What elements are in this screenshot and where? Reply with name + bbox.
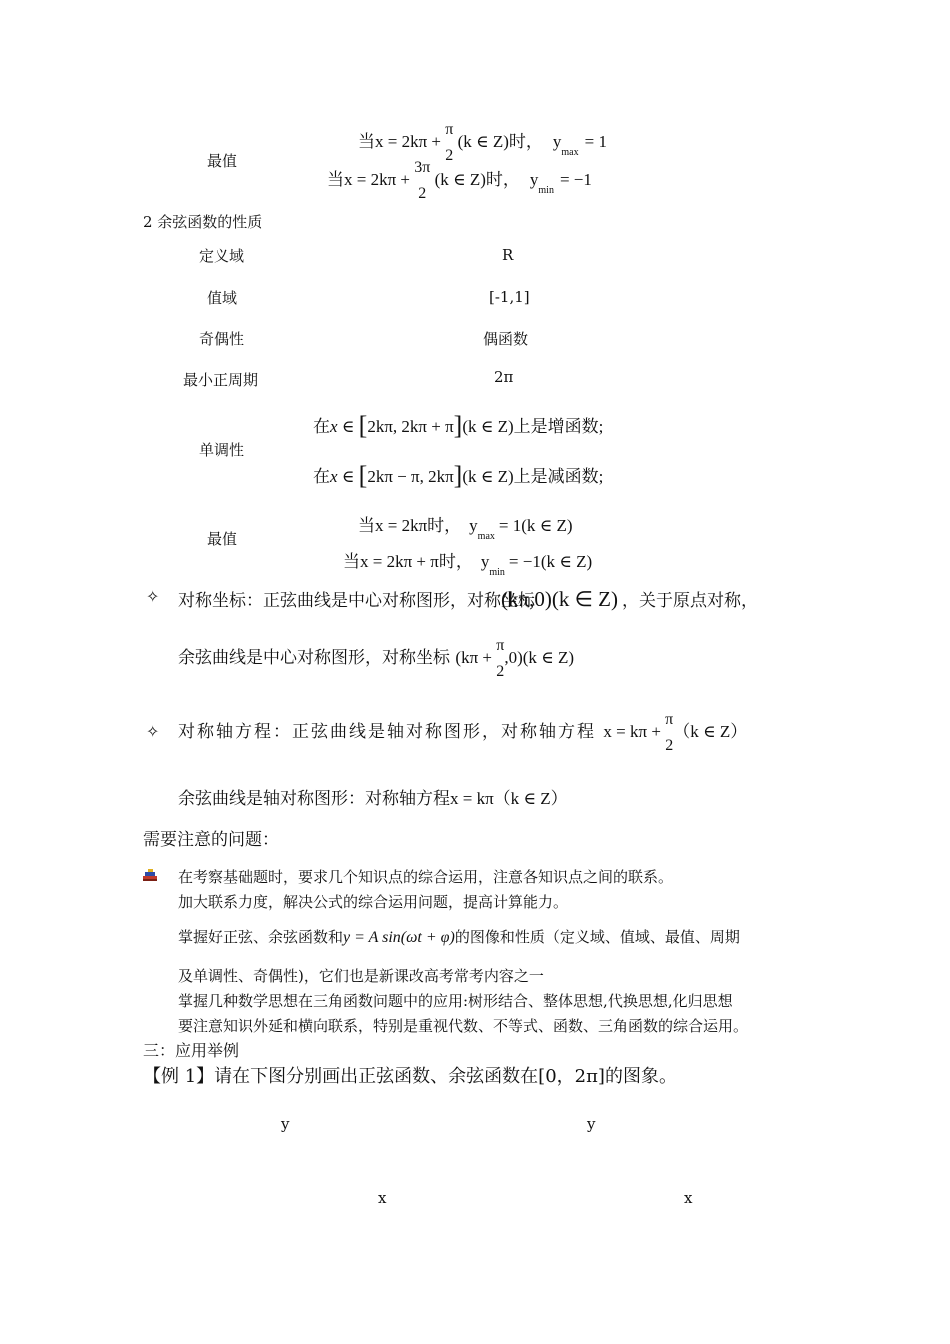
- note-item-4: 及单调性、奇偶性)，它们也是新课改高考常考内容之一: [178, 967, 544, 985]
- cosine-max-formula: 当x = 2kπ时， $y_{max}= 1(k$ ∈ Z): [358, 516, 573, 542]
- symmetry-center-bullet: ✧: [146, 587, 160, 606]
- note-item-2: 加大联系力度，解决公式的综合运用问题，提高计算能力。: [178, 893, 569, 911]
- note-item-5: 掌握几种数学思想在三角函数问题中的应用:树形结合、整体思想,代换思想,化归思想: [178, 992, 733, 1010]
- book-stack-icon: [143, 869, 157, 881]
- graph1-x-label: x: [378, 1189, 387, 1207]
- cosine-min-formula: 当x = 2kπ + π时， $y_{min}= -1(k$ ∈ Z): [343, 552, 593, 578]
- example-1-text: 【例 1】请在下图分别画出正弦函数、余弦函数在[0，2π]的图象。: [143, 1066, 677, 1087]
- symmetry-axis-line2: 余弦曲线是轴对称图形：对称轴方程x = kπ（k ∈ Z）: [178, 789, 568, 809]
- note-item-6: 要注意知识外延和横向联系，特别是重视代数、不等式、函数、三角函数的综合运用。: [178, 1017, 749, 1035]
- notes-heading: 需要注意的问题：: [143, 830, 279, 850]
- note-item-3: 掌握好正弦、余弦函数和y = A sin(ωt + φ)的图像和性质（定义域、值域、最值、周期: [178, 928, 740, 946]
- monotonic-label: 单调性: [199, 441, 245, 459]
- range-label: 值域: [207, 289, 238, 307]
- cosine-heading: 2 余弦函数的性质: [143, 213, 263, 231]
- symmetry-center-line1: 对称坐标：正弦曲线是中心对称图形，对称坐标(kπ,0)(k ∈ Z) ，关于原点对称，: [178, 587, 758, 611]
- sine-extremum-label: 最值: [207, 152, 238, 170]
- period-value: 2π: [494, 368, 514, 386]
- sine-min-formula: 当x = 2kπ + 3π 2 (k ∈ Z)时， $y_{min}= -1$: [327, 159, 592, 202]
- parity-value: 偶函数: [483, 330, 529, 348]
- increasing-interval: 在x ∈ [2kπ, 2kπ + π](k ∈ Z)上是增函数;: [313, 411, 604, 440]
- domain-label: 定义域: [199, 247, 245, 265]
- graph1-y-label: y: [281, 1115, 290, 1133]
- decreasing-interval: 在x ∈ [2kπ − π, 2kπ](k ∈ Z)上是减函数;: [313, 461, 604, 490]
- period-label: 最小正周期: [183, 371, 259, 389]
- range-value: [-1,1]: [489, 288, 530, 306]
- graph2-x-label: x: [684, 1189, 693, 1207]
- note-item-1: 在考察基础题时，要求几个知识点的综合运用，注意各知识点之间的联系。: [178, 868, 674, 886]
- cosine-extremum-label: 最值: [207, 530, 238, 548]
- application-heading: 三：应用举例: [143, 1041, 240, 1060]
- symmetry-axis-bullet: ✧: [146, 722, 160, 741]
- symmetry-axis-line1: 对称轴方程：正弦曲线是轴对称图形，对称轴方程 x = kπ + π 2 （k ∈ Z）: [178, 711, 748, 754]
- sine-max-formula: 当x = 2kπ + π 2 (k ∈ Z)时， $y_{max}= 1$: [358, 121, 607, 164]
- domain-value: R: [502, 246, 514, 264]
- graph2-y-label: y: [587, 1115, 596, 1133]
- parity-label: 奇偶性: [199, 330, 245, 348]
- symmetry-center-line2: 余弦曲线是中心对称图形，对称坐标 (kπ + π 2 ,0)(k ∈ Z): [178, 637, 575, 680]
